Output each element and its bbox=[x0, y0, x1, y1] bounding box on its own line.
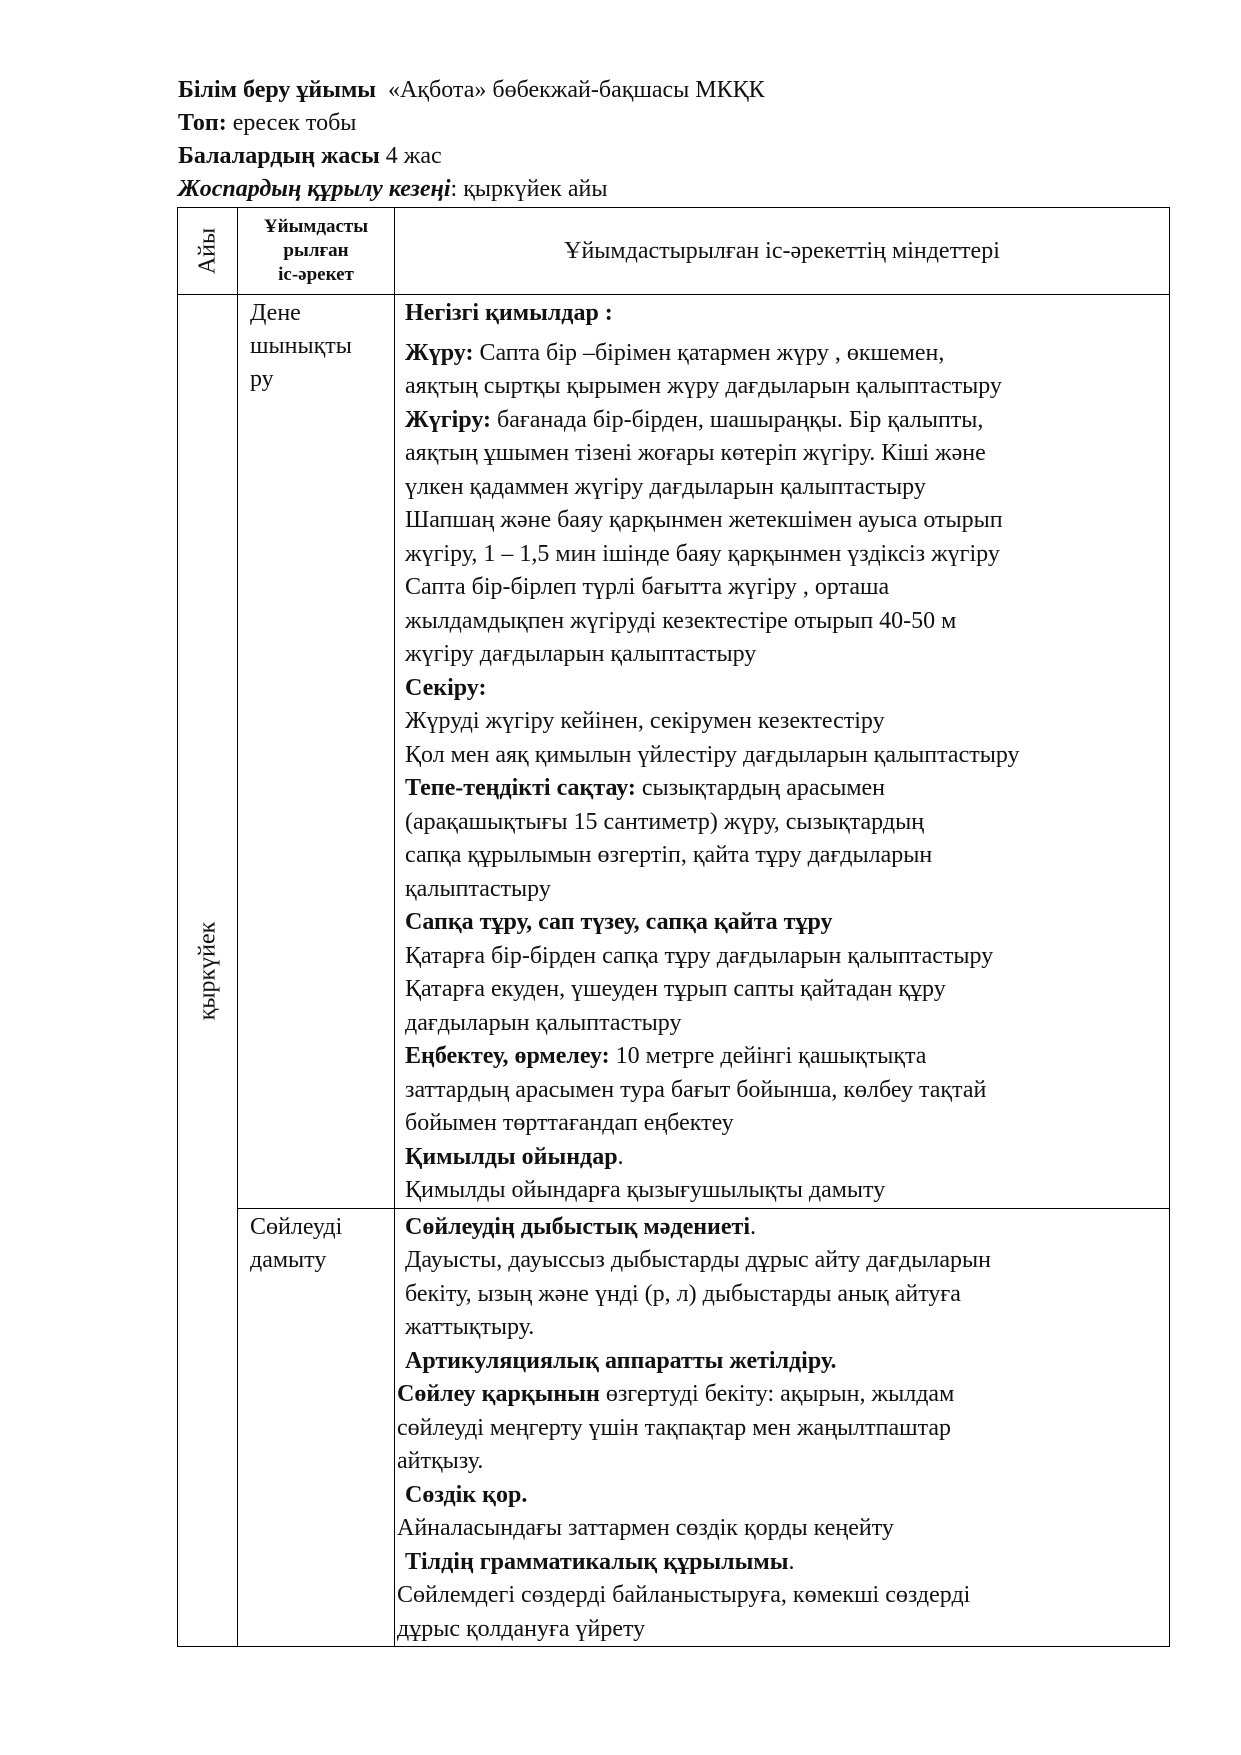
activity-label: ру bbox=[250, 366, 274, 392]
table-header-row bbox=[178, 208, 1170, 295]
activity-cell-speech bbox=[238, 1208, 395, 1647]
task-text: Сапта бір –бірімен қатармен жүру , өкшемен, bbox=[473, 339, 945, 366]
age-label: Балалардың жасы bbox=[178, 143, 380, 169]
task-heading: Артикуляциялық аппаратты жетілдіру. bbox=[405, 1347, 837, 1374]
header-activity-line-1: Ұйымдасты bbox=[263, 216, 369, 237]
header-tasks-label: Ұйымдастырылған іс-әрекеттің міндеттері bbox=[564, 237, 1000, 264]
group-value: ересек тобы bbox=[226, 110, 357, 136]
task-heading: Сапқа тұру, сап түзеу, сапқа қайта тұру bbox=[405, 909, 833, 935]
task-line: Сапта бір-бірлеп түрлі бағытта жүгіру , орташа bbox=[405, 574, 890, 600]
organization-line bbox=[178, 74, 765, 107]
task-line: Қатарға бір-бірден сапқа тұру дағдыларын қалыптастыру bbox=[405, 942, 994, 969]
month-cell bbox=[178, 295, 238, 1647]
task-heading: Еңбектеу, өрмелеу: bbox=[405, 1043, 610, 1069]
task-line: Дауысты, дауыссыз дыбыстарды дұрыс айту дағдыларын bbox=[405, 1247, 991, 1273]
task-heading: Жүгіру: bbox=[405, 406, 492, 433]
task-line bbox=[397, 1378, 1165, 1412]
task-line bbox=[405, 1546, 1165, 1580]
task-line: Қимылды ойындарға қызығушылықты дамыту bbox=[405, 1177, 886, 1203]
task-heading: Қимылды ойындар bbox=[405, 1143, 618, 1170]
header-activity-line-2: рылған bbox=[283, 240, 349, 261]
task-text: . bbox=[788, 1548, 795, 1575]
period-value: : қыркүйек айы bbox=[450, 176, 608, 202]
task-line bbox=[405, 1211, 1165, 1245]
task-line: аяқтың сыртқы қырымен жүру дағдыларын қалыптастыру bbox=[405, 373, 1002, 399]
tasks-cell-speech bbox=[395, 1208, 1170, 1647]
document-header bbox=[178, 74, 765, 206]
task-line: жүгіру дағдыларын қалыптастыру bbox=[405, 641, 757, 667]
task-line: айтқызу. bbox=[397, 1448, 484, 1474]
header-activity-line-3: іс-әрекет bbox=[278, 264, 354, 285]
group-label: Топ: bbox=[178, 110, 227, 136]
task-heading: Негізгі қимылдар : bbox=[405, 300, 613, 326]
plan-table bbox=[177, 207, 1170, 1647]
task-line: (арақашықтығы 15 сантиметр) жүру, сызықтардың bbox=[405, 808, 925, 835]
task-line: жаттықтыру. bbox=[405, 1314, 535, 1340]
task-heading: Сөздік қор. bbox=[405, 1481, 528, 1508]
header-month-label: Айы bbox=[194, 227, 220, 275]
task-line: сөйлеуді меңгерту үшін тақпақтар мен жаңылтпаштар bbox=[397, 1414, 952, 1441]
period-line bbox=[178, 173, 765, 206]
activity-label: Дене bbox=[250, 300, 301, 326]
task-line: дағдыларын қалыптастыру bbox=[405, 1009, 682, 1036]
task-line: жылдамдықпен жүгіруді кезектестіре отырып 40-50 м bbox=[405, 607, 957, 634]
task-text: . bbox=[617, 1143, 624, 1170]
task-heading: Жүру: bbox=[405, 339, 474, 366]
task-text: сызықтардың арасымен bbox=[635, 775, 886, 801]
table-row bbox=[178, 295, 1170, 1209]
activity-label: Сөйлеуді bbox=[250, 1213, 343, 1240]
task-line: Сөйлемдегі сөздерді байланыстыруға, көмекші сөздерді bbox=[397, 1582, 971, 1608]
task-text: бағанада бір-бірден, шашыраңқы. Бір қалыпты, bbox=[491, 406, 984, 433]
task-line: бойымен төрттағандап еңбектеу bbox=[405, 1110, 734, 1136]
task-heading: Сөйлеу қарқынын bbox=[397, 1381, 600, 1407]
tasks-cell-physical bbox=[395, 295, 1170, 1209]
period-label: Жоспардың құрылу кезеңі bbox=[178, 176, 451, 202]
organization-label: Білім беру ұйымы bbox=[178, 77, 377, 103]
task-text: . bbox=[750, 1213, 756, 1240]
header-activity-cell bbox=[238, 208, 395, 295]
task-line bbox=[405, 772, 1165, 806]
task-heading: Тепе-теңдікті сақтау: bbox=[405, 775, 636, 801]
task-line bbox=[405, 1141, 1165, 1175]
task-line: дұрыс қолдануға үйрету bbox=[397, 1615, 646, 1642]
task-line: сапқа құрылымын өзгертіп, қайта тұру дағдыларын bbox=[405, 842, 933, 868]
activity-cell-physical bbox=[238, 295, 395, 1209]
header-month-cell bbox=[178, 208, 238, 295]
activity-label: шынықты bbox=[250, 333, 352, 359]
task-heading: Тілдің грамматикалық құрылымы bbox=[405, 1548, 789, 1575]
task-line: бекіту, ызың және үнді (р, л) дыбыстарды анық айтуға bbox=[405, 1280, 961, 1307]
task-line: жүгіру, 1 – 1,5 мин ішінде баяу қарқынмен үздіксіз жүгіру bbox=[405, 540, 1000, 567]
task-line: Айналасындағы заттармен сөздік қорды кеңейту bbox=[397, 1515, 894, 1541]
task-line: заттардың арасымен тура бағыт бойынша, көлбеу тақтай bbox=[405, 1076, 987, 1103]
task-text: 10 метрге дейінгі қашықтықта bbox=[609, 1043, 927, 1069]
header-tasks-cell bbox=[395, 208, 1170, 295]
task-line: Қол мен аяқ қимылын үйлестіру дағдыларын қалыптастыру bbox=[405, 741, 1020, 768]
task-line: Қатарға екуден, үшеуден тұрып сапты қайтадан құру bbox=[405, 976, 946, 1002]
activity-label: дамыту bbox=[250, 1246, 327, 1273]
age-value: 4 жас bbox=[379, 143, 442, 169]
task-line: үлкен қадаммен жүгіру дағдыларын қалыптастыру bbox=[405, 473, 926, 500]
age-line bbox=[178, 140, 765, 173]
group-line bbox=[178, 107, 765, 140]
task-line: аяқтың ұшымен тізені жоғары көтеріп жүгіру. Кіші және bbox=[405, 440, 986, 466]
task-line bbox=[405, 337, 1165, 371]
task-heading: Секіру: bbox=[405, 674, 487, 701]
task-line bbox=[405, 1040, 1165, 1074]
table-row bbox=[178, 1208, 1170, 1647]
task-line: Жүруді жүгіру кейінен, секірумен кезектестіру bbox=[405, 708, 885, 734]
task-line: қалыптастыру bbox=[405, 875, 551, 902]
month-label: қыркүйек bbox=[194, 921, 220, 1020]
task-line bbox=[405, 404, 1165, 438]
task-line: Шапшаң және баяу қарқынмен жетекшімен ауыса отырып bbox=[405, 507, 1003, 533]
task-heading: Сөйлеудің дыбыстық мәдениеті bbox=[405, 1213, 750, 1240]
task-text: өзгертуді бекіту: ақырын, жылдам bbox=[599, 1381, 955, 1407]
organization-value: «Ақбота» бөбекжай-бақшасы МКҚК bbox=[376, 77, 765, 103]
